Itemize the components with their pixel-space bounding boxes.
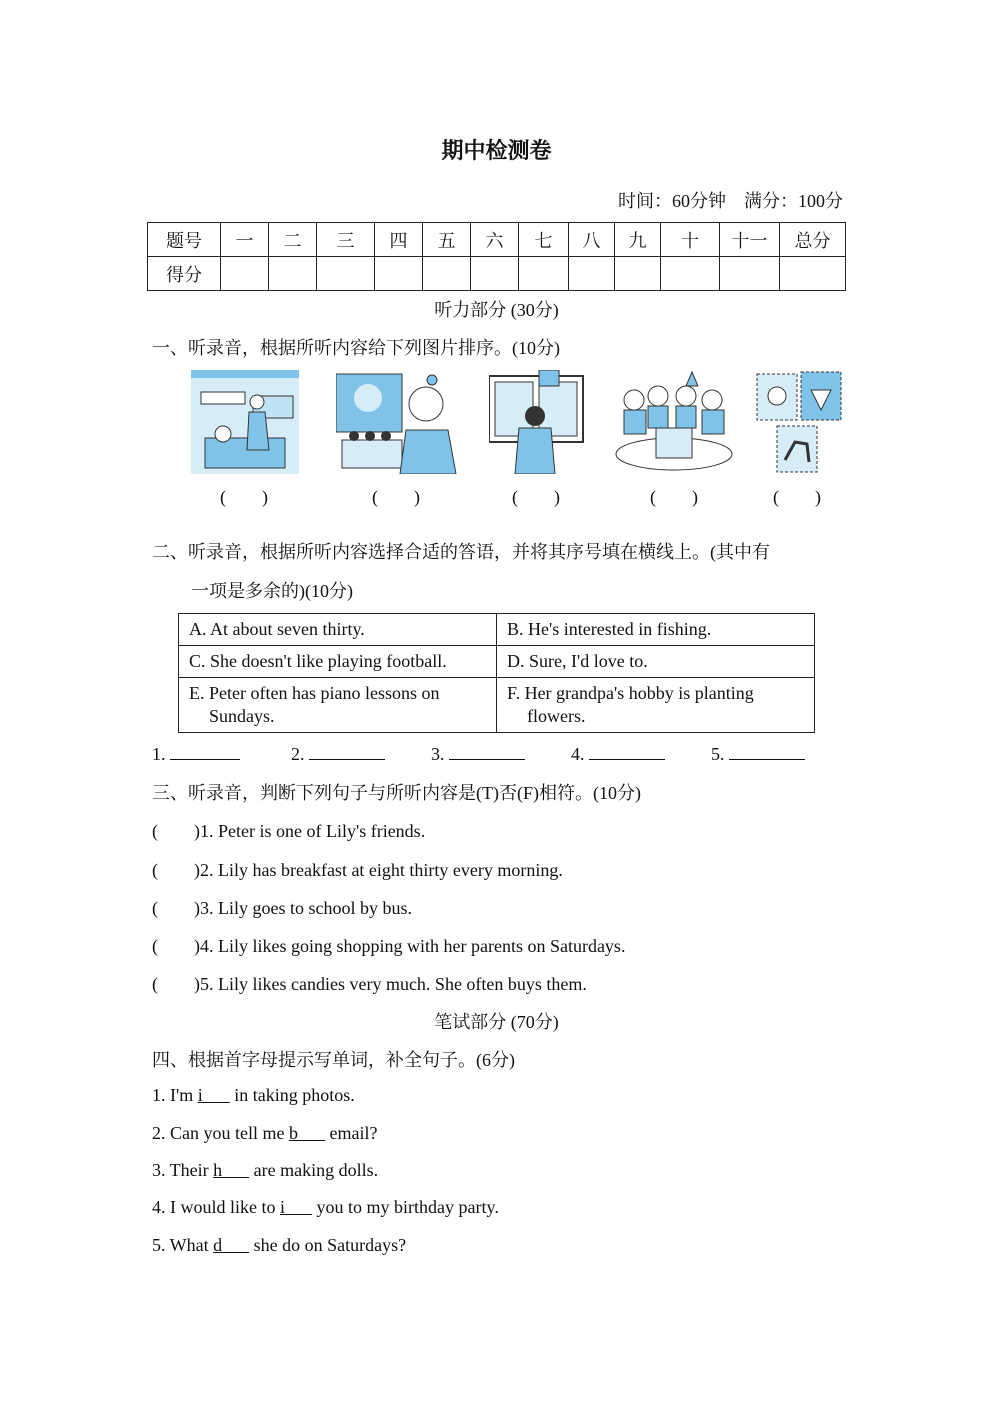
score-cell: 四 (375, 223, 423, 257)
fill-post: you to my birthday party. (312, 1197, 499, 1217)
picture-answer-paren[interactable]: ( ) (372, 487, 420, 507)
score-cell: 题号 (148, 223, 221, 257)
answer-blank-4[interactable] (571, 741, 665, 765)
fill-blank[interactable] (213, 1235, 249, 1255)
time-info: 时间：60分钟 满分：100分 (618, 191, 843, 211)
answer-line[interactable] (729, 741, 805, 760)
answer-options-table (178, 613, 815, 733)
score-input-cell[interactable] (471, 257, 519, 291)
picture-answer-paren[interactable]: ( ) (650, 487, 698, 507)
writing-header: 笔试部分 (70分) (434, 1012, 559, 1032)
score-input-cell[interactable] (569, 257, 615, 291)
fill-blank[interactable] (289, 1123, 325, 1143)
section3-title: 三、听录音，判断下列句子与所听内容是(T)否(F)相符。(10分) (152, 783, 641, 803)
fill-item-4 (152, 1197, 499, 1218)
score-cell: 十 (661, 223, 720, 257)
tf-item-3[interactable]: ( )3. Lily goes to school by bus. (152, 898, 412, 918)
page-title: 期中检测卷 (441, 138, 552, 163)
score-input-cell[interactable] (661, 257, 720, 291)
answer-line[interactable] (449, 741, 525, 760)
fill-post: are making dolls. (249, 1160, 379, 1180)
fill-pre: 3. Their (152, 1160, 214, 1180)
answer-line[interactable] (589, 741, 665, 760)
score-row-label: 得分 (148, 257, 221, 291)
hint-letter: b (288, 1123, 298, 1143)
score-cell: 七 (519, 223, 569, 257)
picture-answer-paren[interactable]: ( ) (773, 487, 821, 507)
answer-line[interactable] (170, 741, 240, 760)
score-cell: 八 (569, 223, 615, 257)
answer-line[interactable] (309, 741, 385, 760)
fill-pre: 2. Can you tell me (152, 1123, 289, 1143)
score-cell: 二 (269, 223, 317, 257)
fill-item-5 (152, 1235, 406, 1256)
section1-title: 一、听录音，根据所听内容给下列图片排序。(10分) (152, 338, 560, 358)
fill-post: email? (324, 1123, 378, 1143)
score-input-cell[interactable] (720, 257, 780, 291)
answer-blank-1[interactable] (152, 741, 240, 765)
hint-letter: h (213, 1160, 223, 1180)
listening-header: 听力部分 (30分) (434, 300, 559, 320)
picture-answer-paren[interactable]: ( ) (512, 487, 560, 507)
score-cell: 五 (423, 223, 471, 257)
cooking-picture (191, 370, 299, 474)
picture-row (0, 370, 993, 480)
cinema-picture (336, 370, 460, 474)
score-cell: 总分 (780, 223, 846, 257)
option-e: E. Peter often has piano lessons on Sundays. (179, 678, 497, 733)
hint-letter: i (197, 1085, 203, 1105)
hint-letter: i (280, 1197, 286, 1217)
fill-pre: 1. I'm (152, 1085, 198, 1105)
blank-label: 1. (152, 744, 166, 764)
score-cell: 十一 (720, 223, 780, 257)
option-f: F. Her grandpa's hobby is planting flowers. (497, 678, 815, 733)
fill-blank[interactable] (280, 1197, 312, 1217)
score-table-score-row (148, 257, 846, 291)
score-table (147, 222, 846, 291)
option-d: D. Sure, I'd love to. (497, 646, 815, 678)
option-b: B. He's interested in fishing. (497, 614, 815, 646)
tf-item-1[interactable]: ( )1. Peter is one of Lily's friends. (152, 821, 426, 841)
score-cell: 九 (615, 223, 661, 257)
score-input-cell[interactable] (519, 257, 569, 291)
answer-blank-5[interactable] (711, 741, 805, 765)
stamps-picture (755, 370, 843, 474)
answer-blank-2[interactable] (291, 741, 385, 765)
score-cell: 一 (221, 223, 269, 257)
fill-pre: 4. I would like to (152, 1197, 280, 1217)
answer-blank-3[interactable] (431, 741, 525, 765)
fill-blank[interactable] (198, 1085, 230, 1105)
fill-blank[interactable] (213, 1160, 249, 1180)
score-input-cell[interactable] (375, 257, 423, 291)
section2-title-cont: 一项是多余的)(10分) (191, 581, 353, 601)
fill-post: she do on Saturdays? (249, 1235, 407, 1255)
section4-title: 四、根据首字母提示写单词，补全句子。(6分) (152, 1050, 515, 1070)
score-cell: 六 (471, 223, 519, 257)
hint-letter: d (213, 1235, 223, 1255)
score-cell: 三 (317, 223, 375, 257)
fill-item-2 (152, 1123, 377, 1144)
section2-title: 二、听录音，根据所听内容选择合适的答语，并将其序号填在横线上。(其中有 (152, 542, 770, 562)
blank-label: 3. (431, 744, 445, 764)
score-input-cell[interactable] (780, 257, 846, 291)
fill-pre: 5. What (152, 1235, 214, 1255)
score-input-cell[interactable] (615, 257, 661, 291)
blank-label: 2. (291, 744, 305, 764)
score-input-cell[interactable] (317, 257, 375, 291)
birthday-party-picture (614, 370, 734, 474)
window-cleaning-picture (489, 370, 585, 474)
option-c: C. She doesn't like playing football. (179, 646, 497, 678)
tf-item-2[interactable]: ( )2. Lily has breakfast at eight thirty every morning. (152, 860, 563, 880)
score-input-cell[interactable] (423, 257, 471, 291)
fill-item-3 (152, 1160, 378, 1181)
option-a: A. At about seven thirty. (179, 614, 497, 646)
blank-label: 5. (711, 744, 725, 764)
tf-item-4[interactable]: ( )4. Lily likes going shopping with her parents on Saturdays. (152, 936, 626, 956)
fill-item-1 (152, 1085, 355, 1106)
score-table-header-row (148, 223, 846, 257)
fill-post: in taking photos. (229, 1085, 355, 1105)
score-input-cell[interactable] (269, 257, 317, 291)
score-input-cell[interactable] (221, 257, 269, 291)
tf-item-5[interactable]: ( )5. Lily likes candies very much. She often buys them. (152, 974, 587, 994)
picture-answer-paren[interactable]: ( ) (220, 487, 268, 507)
blank-label: 4. (571, 744, 585, 764)
